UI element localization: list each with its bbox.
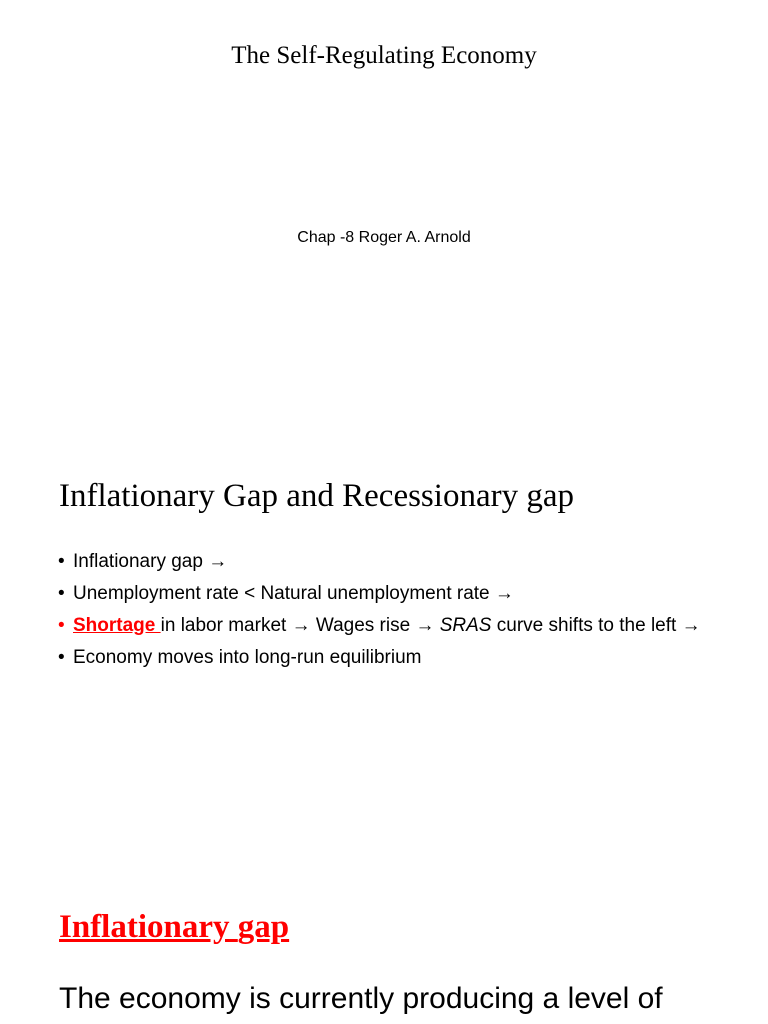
list-item (58, 582, 738, 605)
body-text: The economy is currently producing a level of (59, 982, 663, 1015)
heading-separator (230, 909, 238, 945)
bullet-list (58, 550, 738, 678)
bullet-highlight: Shortage (73, 615, 161, 636)
bullet-text: curve shifts to the left → (491, 615, 701, 636)
section-heading: Inflationary Gap and Recessionary gap (59, 478, 574, 514)
bullet-marker: • (58, 551, 65, 572)
bullet-text: Inflationary gap → (73, 551, 228, 572)
bullet-marker: • (58, 647, 65, 668)
list-item (58, 614, 738, 637)
bullet-marker: • (58, 615, 65, 636)
section-heading-red (59, 909, 289, 946)
bullet-text: Unemployment rate < Natural unemployment rate → (73, 583, 514, 604)
title-slide (0, 0, 768, 440)
bullet-italic-term: SRAS (439, 615, 492, 636)
bullet-text: Economy moves into long-run equilibrium (73, 647, 422, 668)
heading-part: gap (237, 909, 290, 945)
bullet-text: in labor market → Wages rise → (160, 615, 440, 636)
page-title: The Self-Regulating Economy (231, 42, 537, 69)
bullet-marker: • (58, 583, 65, 604)
list-item (58, 550, 738, 573)
list-item (58, 646, 738, 669)
page-subtitle: Chap -8 Roger A. Arnold (297, 229, 471, 246)
heading-part: Inflationary (59, 909, 230, 945)
